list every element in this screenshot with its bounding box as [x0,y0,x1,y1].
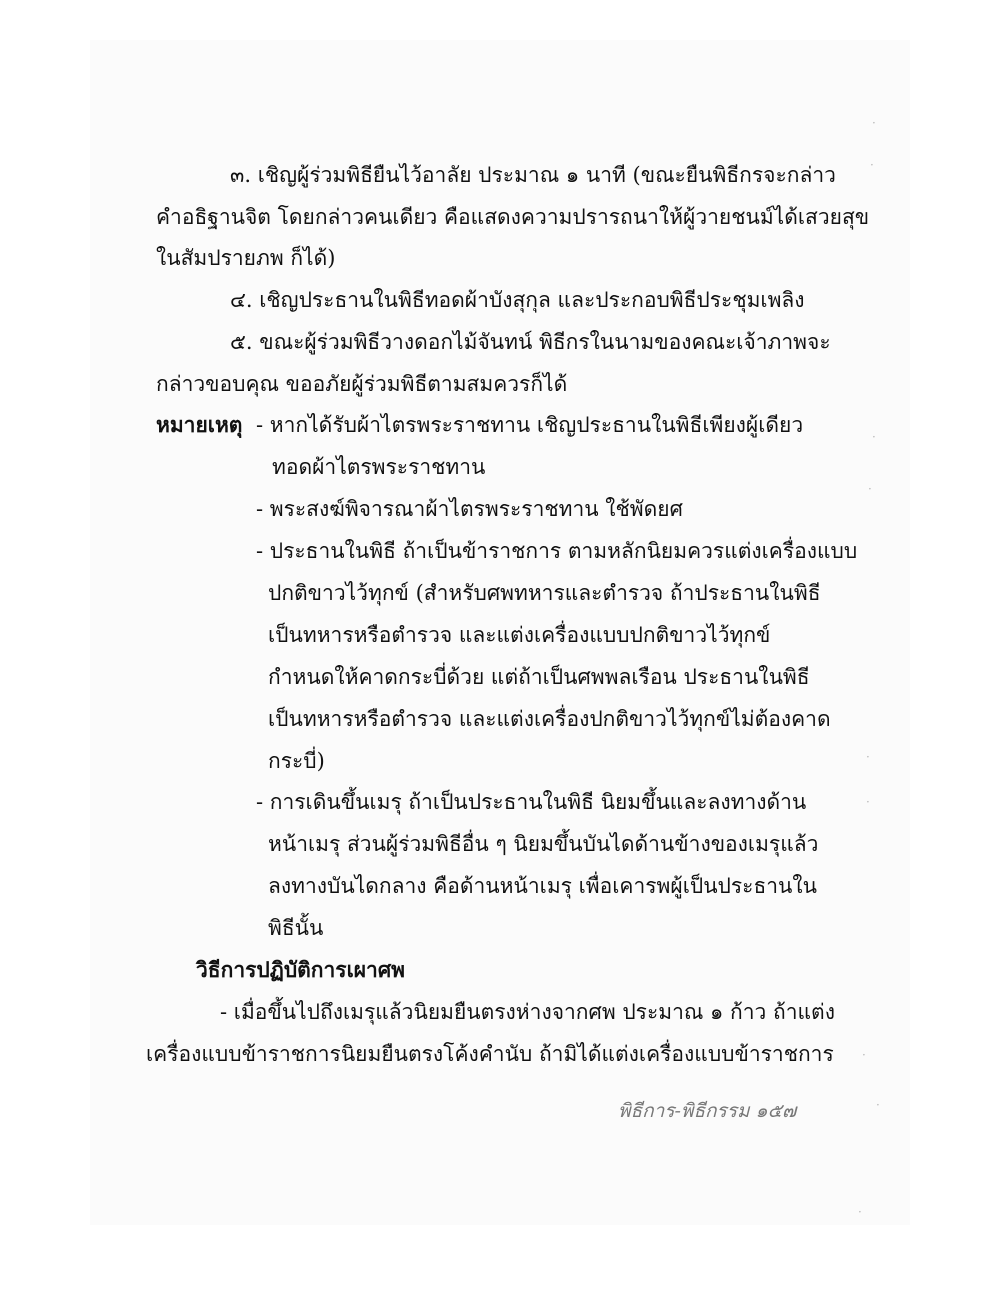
note-line: เป็นทหารหรือตำรวจ และแต่งเครื่องแบบปกติขาวไว้ทุกข์ [268,623,771,647]
note-line: - ประธานในพิธี ถ้าเป็นข้าราชการ ตามหลักนิยมควรแต่งเครื่องแบบ [256,539,858,563]
scan-speck: · [872,116,876,130]
section-line: - เมื่อขึ้นไปถึงเมรุแล้วนิยมยืนตรงห่างจากศพ ประมาณ ๑ ก้าว ถ้าแต่ง [220,1000,835,1024]
scan-speck: · [866,750,870,764]
paragraph-line: ๓. เชิญผู้ร่วมพิธียืนไว้อาลัย ประมาณ ๑ นาที (ขณะยืนพิธีกรจะกล่าว [230,163,836,187]
note-line: - พระสงฆ์พิจารณาผ้าไตรพระราชทาน ใช้พัดยศ [256,497,683,521]
note-line: กระบี่) [268,749,325,773]
paragraph-line: กล่าวขอบคุณ ขออภัยผู้ร่วมพิธีตามสมควรก็ได้ [156,372,568,396]
section-line: เครื่องแบบข้าราชการนิยมยืนตรงโค้งคำนับ ถ้ามิได้แต่งเครื่องแบบข้าราชการ [146,1042,834,1066]
scan-speck: · [868,482,872,496]
scan-speck: · [872,430,876,444]
paragraph-line: ๔. เชิญประธานในพิธีทอดผ้าบังสุกุล และประกอบพิธีประชุมเพลิง [230,288,805,312]
paragraph-line: คำอธิฐานจิต โดยกล่าวคนเดียว คือแสดงความปรารถนาให้ผู้วายชนม์ได้เสวยสุข [156,205,870,229]
scan-speck: · [862,1048,866,1062]
note-line: พิธีนั้น [268,916,324,940]
section-title: วิธีการปฏิบัติการเผาศพ [196,957,406,982]
note-line: - หากได้รับผ้าไตรพระราชทาน เชิญประธานในพิธีเพียงผู้เดียว [256,413,804,437]
paragraph-line: ๕. ขณะผู้ร่วมพิธีวางดอกไม้จันทน์ พิธีกรในนามของคณะเจ้าภาพจะ [230,330,831,354]
scan-speck: · [870,158,874,172]
note-line: - การเดินขึ้นเมรุ ถ้าเป็นประธานในพิธี นิยมขึ้นและลงทางด้าน [256,790,807,814]
note-line: เป็นทหารหรือตำรวจ และแต่งเครื่องปกติขาวไว้ทุกข์ไม่ต้องคาด [268,707,831,731]
note-line: กำหนดให้คาดกระบี่ด้วย แต่ถ้าเป็นศพพลเรือน ประธานในพิธี [268,665,810,689]
note-line: ลงทางบันไดกลาง คือด้านหน้าเมรุ เพื่อเคารพผู้เป็นประธานใน [268,874,818,898]
paragraph-line: ในสัมปรายภพ ก็ได้) [156,246,336,270]
scan-speck: · [858,1205,862,1219]
note-line: ปกติขาวไว้ทุกข์ (สำหรับศพทหารและตำรวจ ถ้าประธานในพิธี [268,581,821,605]
page-footer: พิธีการ-พิธีกรรม ๑๕๗ [618,1100,797,1122]
note-line: หน้าเมรุ ส่วนผู้ร่วมพิธีอื่น ๆ นิยมขึ้นบันไดด้านข้างของเมรุแล้ว [268,832,819,856]
scan-speck: · [876,1098,880,1112]
note-label: หมายเหตุ [156,412,243,437]
note-line: ทอดผ้าไตรพระราชทาน [272,455,486,479]
scan-speck: · [866,795,870,809]
